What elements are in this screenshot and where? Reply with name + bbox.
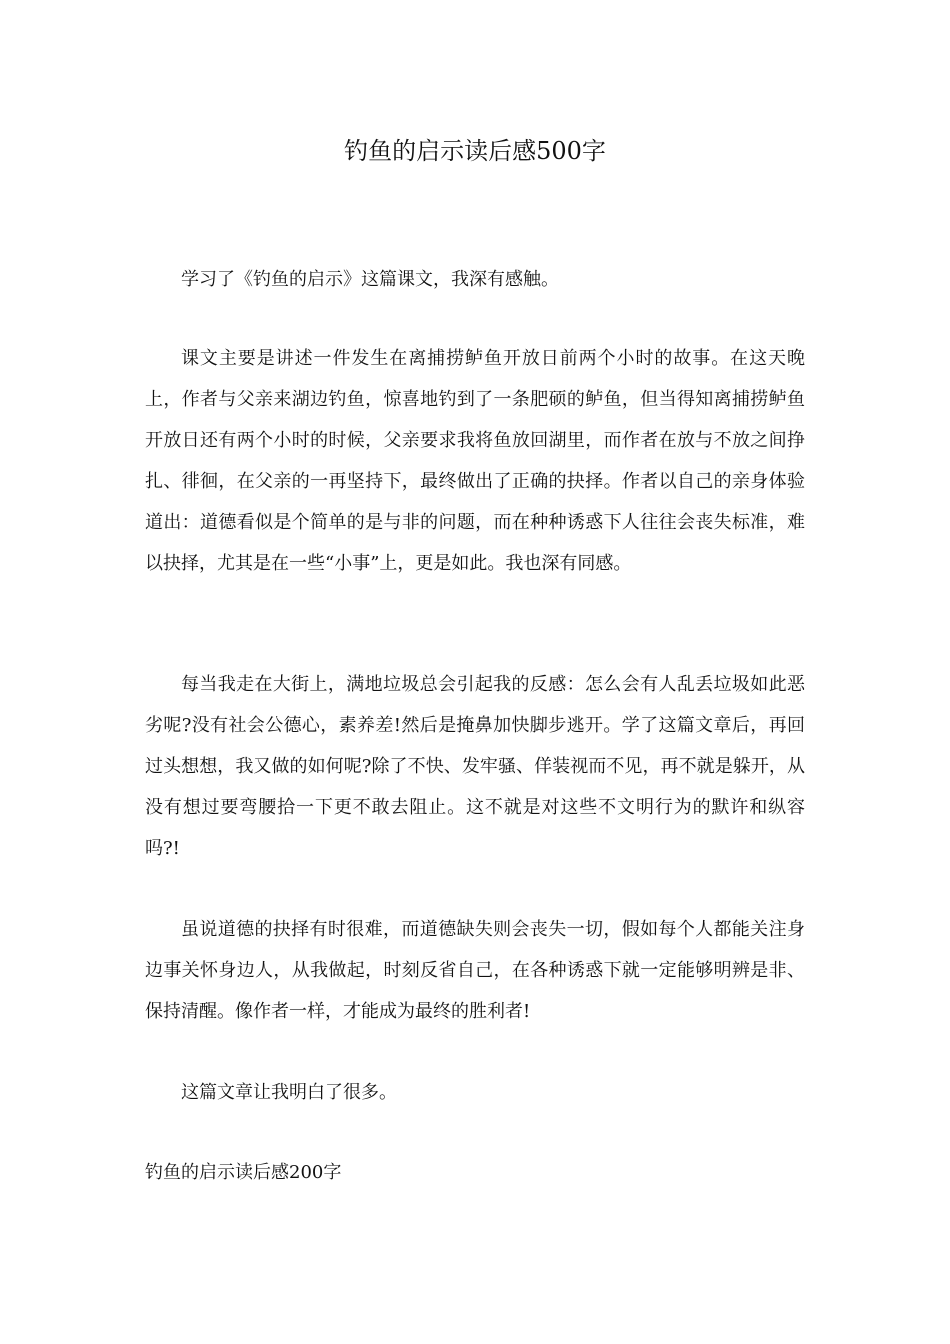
document-title: 钓鱼的启示读后感500字 bbox=[344, 137, 606, 165]
paragraph-reflection: 每当我走在大街上，满地垃圾总会引起我的反感：怎么会有人乱丢垃圾如此恶劣呢?没有社会公德心，素养差!然后是掩鼻加快脚步逃开。学了这篇文章后，再回过头想想，我又做的如何呢?除了不快、发牢骚、佯装视而不见，再不就是躲开，从没有想过要弯腰拾一下更不敢去阻止。这不就是对这些不文明行为的默许和纵容吗?! bbox=[145, 674, 805, 859]
paragraph-intro: 学习了《钓鱼的启示》这篇课文，我深有感触。 bbox=[181, 269, 559, 290]
paragraph-conclusion: 这篇文章让我明白了很多。 bbox=[181, 1082, 397, 1103]
next-section-title: 钓鱼的启示读后感200字 bbox=[145, 1162, 342, 1183]
paragraph-summary: 课文主要是讲述一件发生在离捕捞鲈鱼开放日前两个小时的故事。在这天晚上，作者与父亲来湖边钓鱼，惊喜地钓到了一条肥硕的鲈鱼，但当得知离捕捞鲈鱼开放日还有两个小时的时候，父亲要求我将鱼放回湖里，而作者在放与不放之间挣扎、徘徊，在父亲的一再坚持下，最终做出了正确的抉择。作者以自己的亲身体验道出：道德看似是个简单的是与非的问题，而在种种诱惑下人往往会丧失标准，难以抉择，尤其是在一些“小事”上，更是如此。我也深有同感。 bbox=[145, 348, 805, 574]
paragraph-moral: 虽说道德的抉择有时很难，而道德缺失则会丧失一切，假如每个人都能关注身边事关怀身边人，从我做起，时刻反省自己，在各种诱惑下就一定能够明辨是非、保持清醒。像作者一样，才能成为最终的胜利者! bbox=[145, 919, 805, 1022]
